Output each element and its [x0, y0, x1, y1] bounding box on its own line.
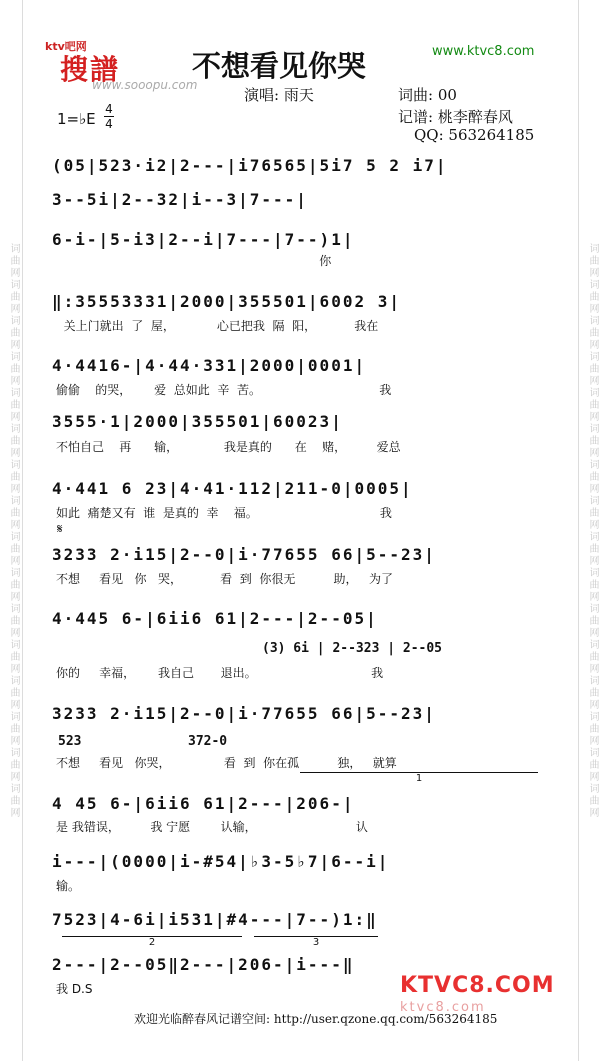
lyric-row-10: 不想 看见 你哭， 看 到 你在孤 独， 就算	[56, 756, 397, 770]
score-row-4: ‖:35553331|2000|355501|6002 3|	[52, 292, 401, 311]
score-row-9: 4·445 6-|6ii6 61|2---|2--05|	[52, 609, 378, 628]
logo-main: 搜譜	[60, 53, 121, 86]
score-subline-b-2: 372-0	[188, 734, 228, 749]
lyric-row-11: 是 我错误， 我 宁愿 认输， 认	[56, 820, 368, 834]
transcriber-credit: 记谱: 桃李醉春风	[398, 108, 513, 126]
volta-bracket-3	[254, 936, 378, 948]
volta-number-3: 3	[312, 937, 320, 948]
volta-number-2: 2	[148, 937, 156, 948]
site-link[interactable]: www.ktvc8.com	[432, 44, 535, 59]
lyric-row-3: 你	[56, 254, 332, 268]
lyric-row-9: 你的 幸福， 我自己 退出。 我	[56, 666, 384, 680]
score-row-5: 4·4416-|4·44·331|2000|0001|	[52, 356, 367, 375]
lyric-row-5: 偷偷 的哭， 爱 总如此 辛 苦。 我	[56, 383, 392, 397]
lyric-row-8: 不想 看见 你 哭， 看 到 你很无 助， 为了	[56, 572, 393, 586]
singer-credit: 演唱: 雨天	[244, 86, 314, 104]
volta-bracket-2	[62, 936, 242, 948]
watermark-logo-sub: ktvc8.com	[400, 1000, 486, 1015]
right-margin-line	[578, 0, 579, 1061]
side-watermark-left: 词曲网词曲网词曲网词曲网词曲网词曲网词曲网词曲网词曲网词曲网词曲网词曲网词曲网词曲网词曲网词曲网	[8, 242, 19, 819]
score-row-10: 3233 2·i15|2--0|i·77655 66|5--23|	[52, 704, 436, 723]
time-signature-numerator: 4	[105, 102, 113, 116]
lyric-row-14: 我 D.S	[56, 982, 93, 996]
lyric-row-7: 如此 痛楚又有 谁 是真的 幸 福。 我	[56, 506, 392, 520]
song-title: 不想看见你哭	[192, 49, 367, 83]
score-subline-a: (3) 6i | 2--323 | 2--05	[262, 641, 443, 656]
score-row-14: 2---|2--05‖2---|206-|i---‖	[52, 955, 355, 974]
key-signature: 1=♭E	[57, 110, 96, 128]
side-watermark-right: 词曲网词曲网词曲网词曲网词曲网词曲网词曲网词曲网词曲网词曲网词曲网词曲网词曲网词曲网词曲网词曲网	[587, 242, 598, 819]
time-signature-denominator: 4	[105, 117, 113, 131]
score-row-1: (05|523·i2|2---|i76565|5i7 5 2 i7|	[52, 156, 448, 175]
qq-credit: QQ: 563264185	[414, 126, 535, 144]
score-row-13: 7523|4-6i|i531|#4---|7--)1:‖	[52, 910, 378, 929]
score-row-12: i---|(0000|i-#54|♭3-5♭7|6--i|	[52, 852, 390, 871]
volta-bracket-1	[300, 772, 538, 784]
score-row-11: 4 45 6-|6ii6 61|2---|206-|	[52, 794, 355, 813]
score-subline-b-1: 523	[58, 734, 82, 749]
lyricist-credit: 词曲: 00	[398, 86, 457, 104]
score-row-8: 3233 2·i15|2--0|i·77655 66|5--23|	[52, 545, 436, 564]
lyric-row-12: 输。	[56, 879, 81, 893]
footer-text: 欢迎光临醉春风记谱空间: http://user.qzone.qq.com/563264185	[134, 1012, 498, 1026]
score-row-7: 4·441 6 23|4·41·112|211-0|0005|	[52, 479, 413, 498]
logo-small-text: ktv吧网	[45, 40, 87, 53]
time-signature	[104, 103, 114, 130]
left-margin-line	[22, 0, 23, 1061]
lyric-row-4: 关上门就出 了 屋， 心已把我 隔 阳， 我在	[56, 319, 379, 333]
volta-number-1: 1	[415, 773, 423, 784]
lyric-row-6: 不怕自己 再 输， 我是真的 在 赌， 爱总	[56, 440, 401, 454]
score-row-3: 6-i-|5-i3|2--i|7---|7--)1|	[52, 230, 355, 249]
logo-url: www.sooopu.com	[92, 78, 198, 92]
segno-sign: 𝄋	[57, 522, 63, 537]
score-row-6: 3555·1|2000|355501|60023|	[52, 412, 343, 431]
score-row-2: 3--5i|2--32|i--3|7---|	[52, 190, 308, 209]
watermark-logo: KTVC8.COM	[400, 973, 555, 998]
